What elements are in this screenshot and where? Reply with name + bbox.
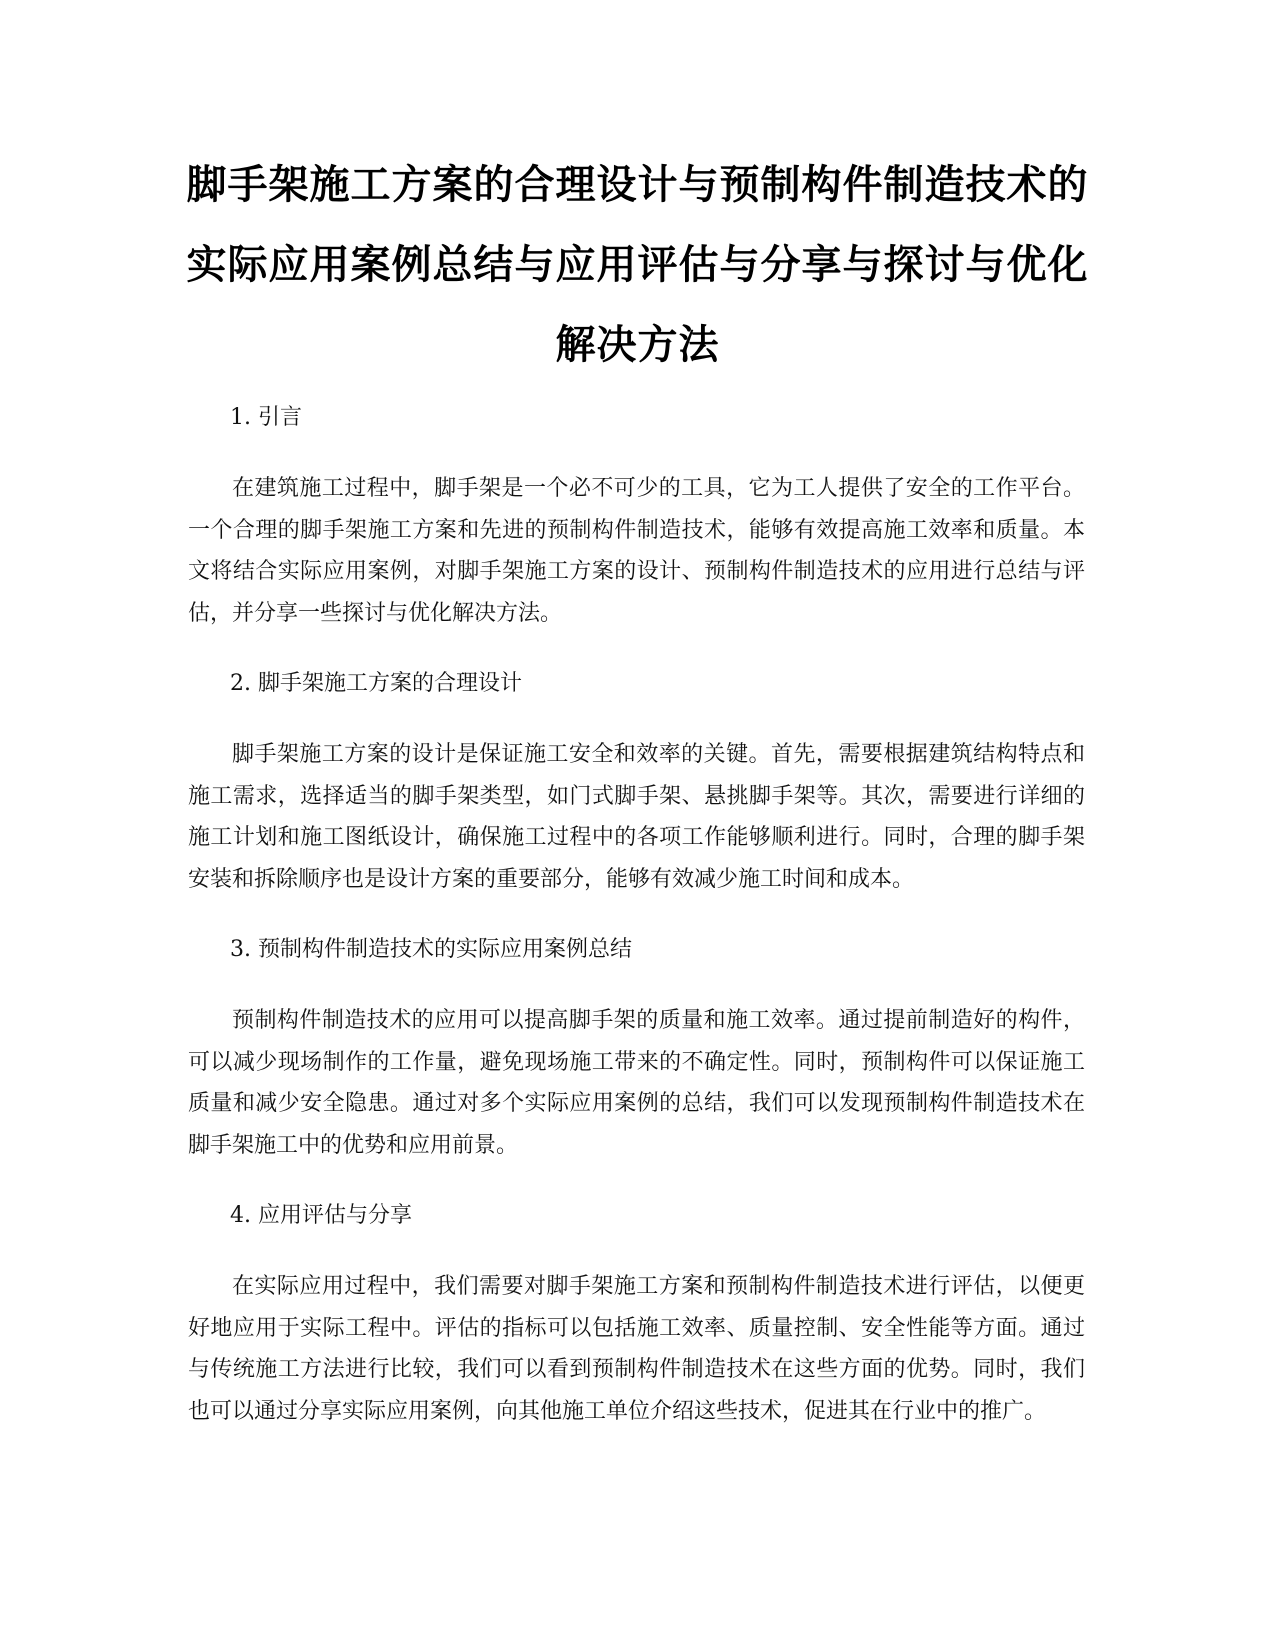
section-heading: 2. 脚手架施工方案的合理设计 bbox=[230, 671, 522, 696]
section-paragraph: 预制构件制造技术的应用可以提高脚手架的质量和施工效率。通过提前制造好的构件，可以减少现场制作的工作量，避免现场施工带来的不确定性。同时，预制构件可以保证施工质量和减少安全隐患。通过对多个实际应用案例的总结，我们可以发现预制构件制造技术在脚手架施工中的优势和应用前景。 bbox=[188, 1008, 1085, 1158]
section-heading: 4. 应用评估与分享 bbox=[230, 1203, 412, 1228]
section-paragraph: 脚手架施工方案的设计是保证施工安全和效率的关键。首先，需要根据建筑结构特点和施工需求，选择适当的脚手架类型，如门式脚手架、悬挑脚手架等。其次，需要进行详细的施工计划和施工图纸设计，确保施工过程中的各项工作能够顺利进行。同时，合理的脚手架安装和拆除顺序也是设计方案的重要部分，能够有效减少施工时间和成本。 bbox=[188, 742, 1085, 892]
section-paragraph: 在实际应用过程中，我们需要对脚手架施工方案和预制构件制造技术进行评估，以便更好地应用于实际工程中。评估的指标可以包括施工效率、质量控制、安全性能等方面。通过与传统施工方法进行比较，我们可以看到预制构件制造技术在这些方面的优势。同时，我们也可以通过分享实际应用案例，向其他施工单位介绍这些技术，促进其在行业中的推广。 bbox=[188, 1274, 1085, 1424]
section-evaluation-sharing bbox=[188, 1194, 1085, 1432]
section-heading: 3. 预制构件制造技术的实际应用案例总结 bbox=[230, 937, 632, 962]
section-heading: 1. 引言 bbox=[230, 405, 302, 430]
section-scaffold-design bbox=[188, 662, 1085, 900]
section-prefab-case-summary bbox=[188, 928, 1085, 1166]
section-introduction bbox=[188, 396, 1085, 634]
document-body bbox=[188, 396, 1085, 1460]
document-title: 脚手架施工方案的合理设计与预制构件制造技术的实际应用案例总结与应用评估与分享与探讨与优化解决方法 bbox=[186, 162, 1089, 368]
section-paragraph: 在建筑施工过程中，脚手架是一个必不可少的工具，它为工人提供了安全的工作平台。一个合理的脚手架施工方案和先进的预制构件制造技术，能够有效提高施工效率和质量。本文将结合实际应用案例，对脚手架施工方案的设计、预制构件制造技术的应用进行总结与评估，并分享一些探讨与优化解决方法。 bbox=[188, 476, 1085, 626]
